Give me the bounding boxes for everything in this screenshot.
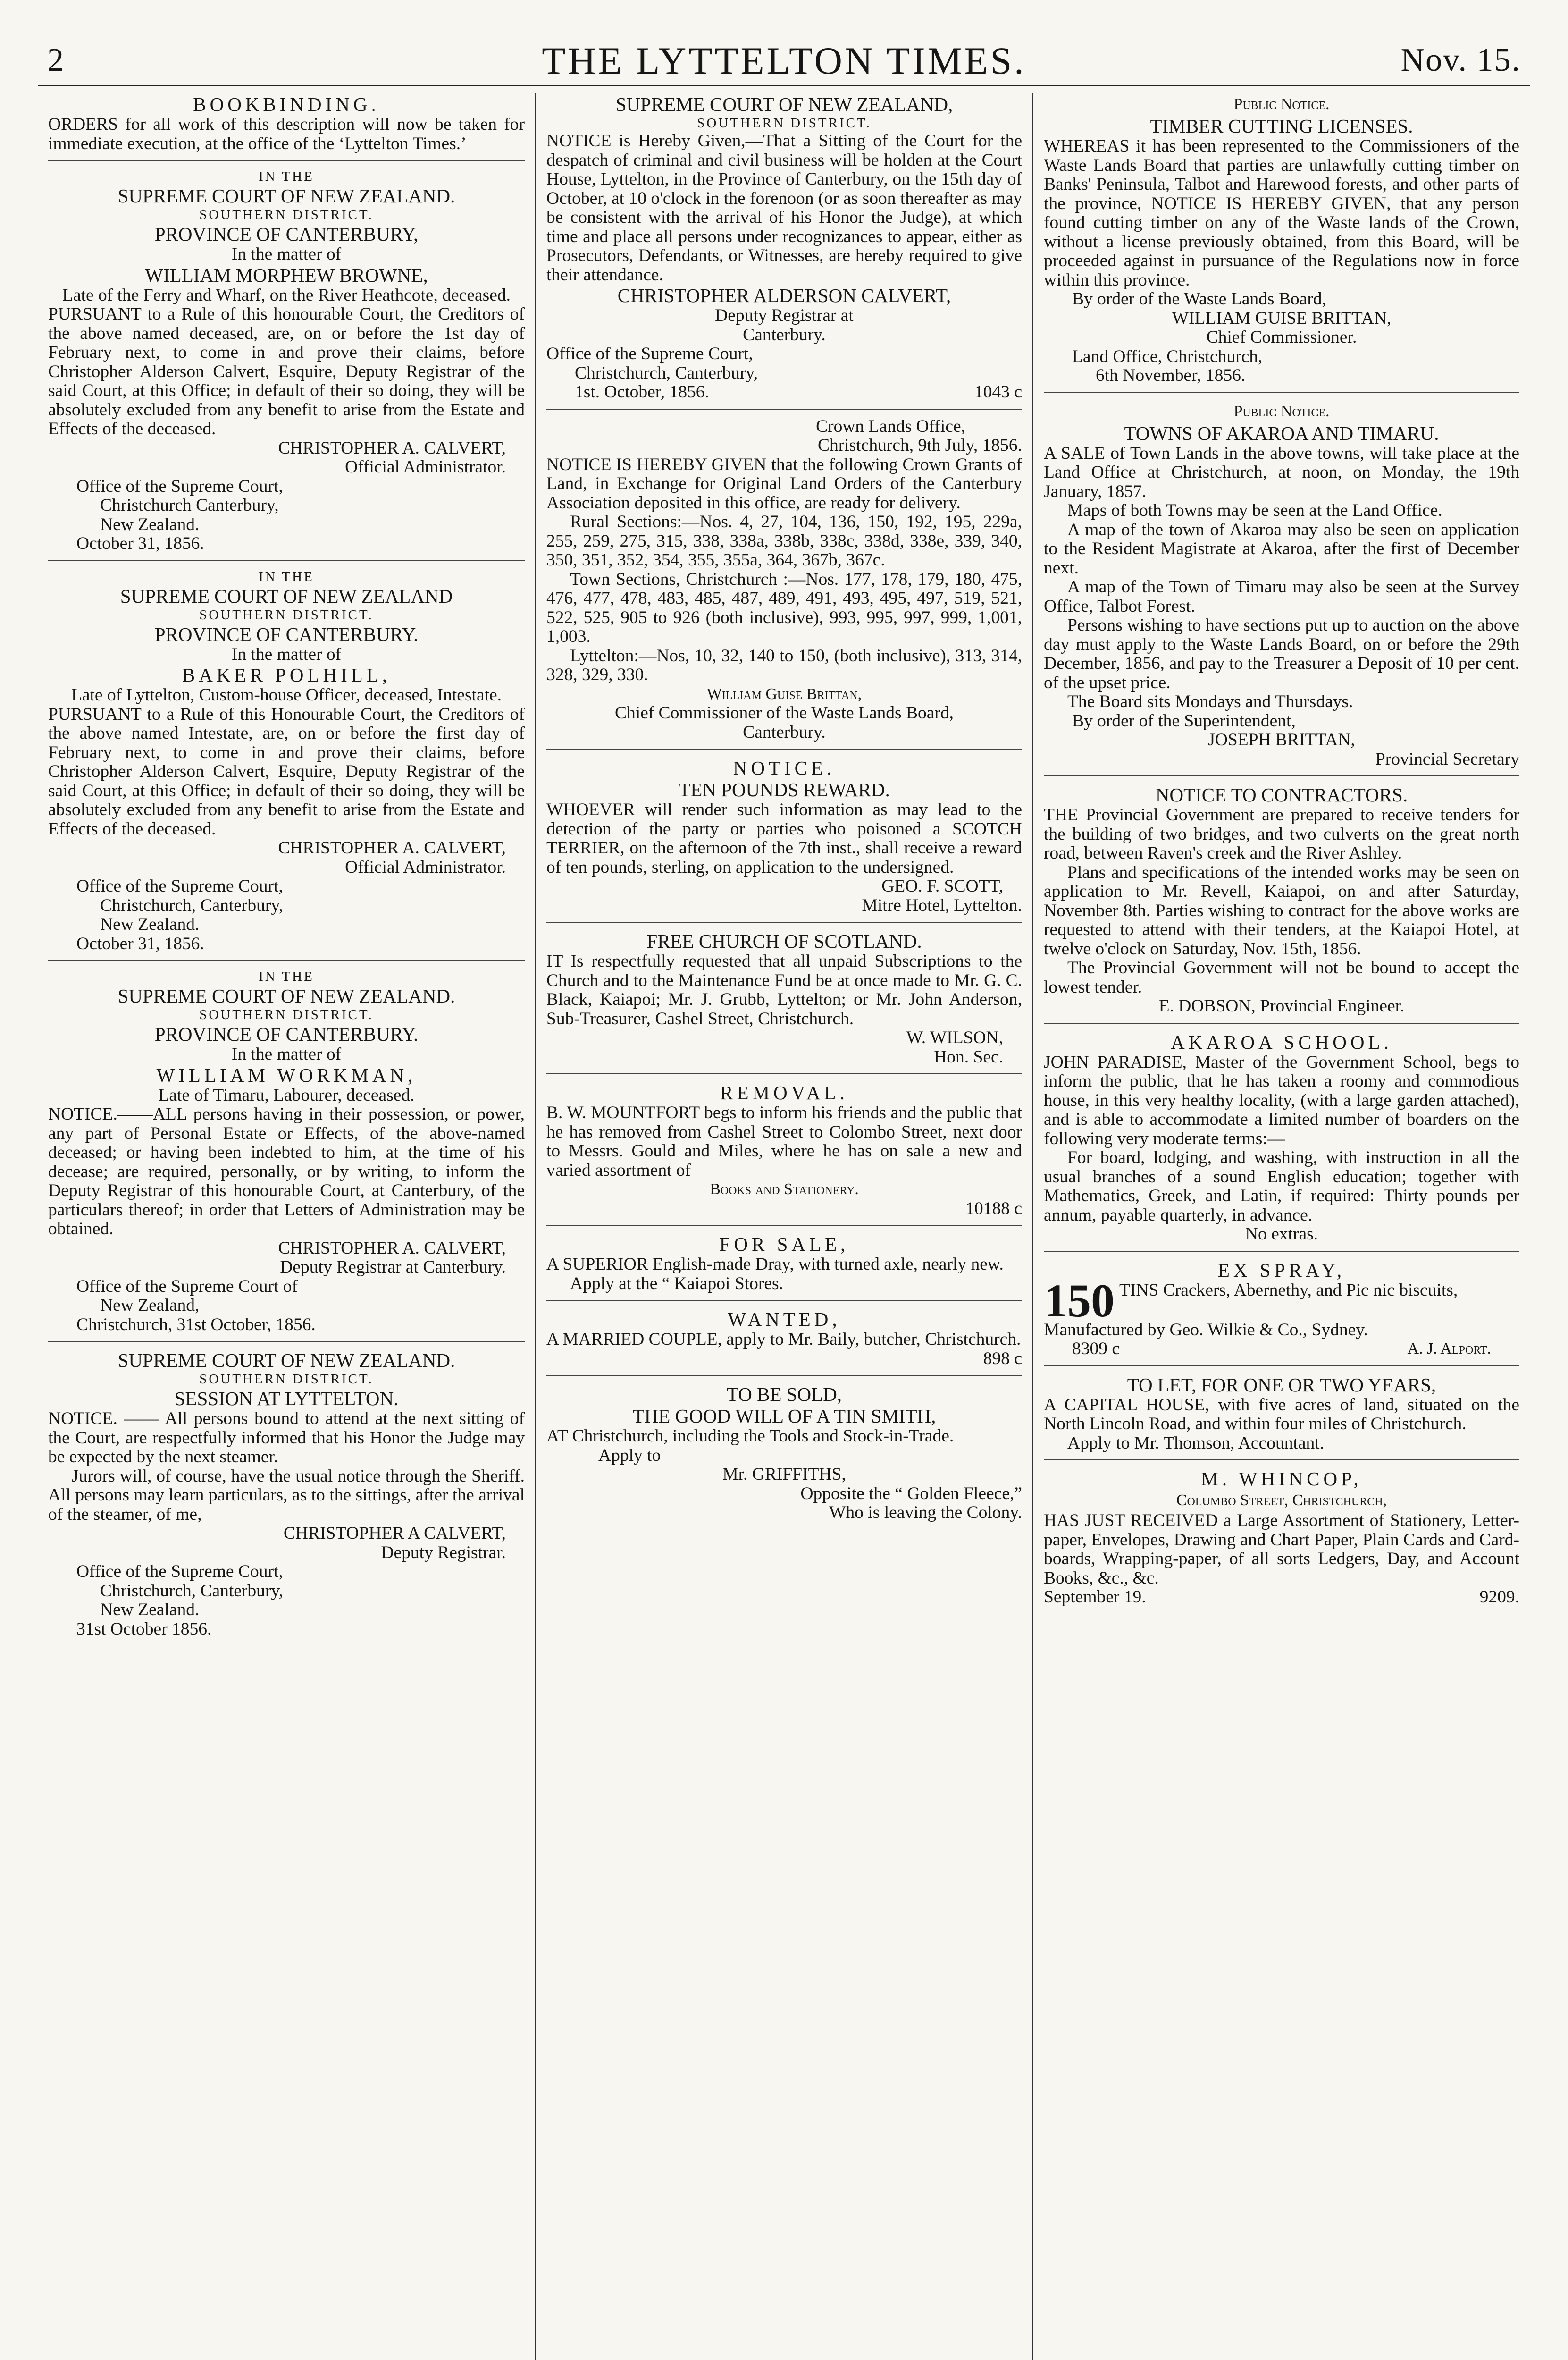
signature-title: Canterbury. — [743, 325, 826, 345]
place-line: Christchurch, Canterbury, — [100, 1581, 284, 1601]
signature: CHRISTOPHER A. CALVERT, — [278, 1238, 506, 1258]
ad-heading: AKAROA SCHOOL. — [1171, 1031, 1392, 1053]
ad-heading: TO LET, FOR ONE OR TWO YEARS, — [1127, 1374, 1436, 1396]
signature-title: Deputy Registrar at — [715, 306, 854, 325]
place-line: Office of the Supreme Court, — [76, 1562, 283, 1581]
ad-line: Columbo Street, Christchurch, — [1176, 1492, 1387, 1509]
ad-body: NOTICE is Hereby Given,—That a Sitting of the Court for the despatch of criminal and civil business will be holden at the Court House, Lyttelton, in the Province of Canterbury, on the 15th day of October, at 10 o'clock in the forenoon (or as soon thereafter as may be consistent with the arrival of his Honor the Judge), at which time and place all persons under recognizances to appear, either as Prosecutors, Defendants, or Witnesses, are hereby required to give their attendance. — [546, 131, 1023, 285]
ad-name: WILLIAM WORKMAN, — [156, 1064, 417, 1086]
place-line: Land Office, Christchurch, — [1072, 346, 1263, 366]
column-3 — [1032, 93, 1530, 2360]
ad-heading: EX SPRAY, — [1217, 1259, 1346, 1281]
ad-akaroa-timaru — [1044, 392, 1519, 769]
ad-line: In the matter of — [231, 244, 342, 264]
ad-line: SOUTHERN DISTRICT. — [199, 1007, 374, 1022]
ad-line: PROVINCE OF CANTERBURY. — [154, 623, 419, 645]
ad-line: SESSION AT LYTTELTON. — [174, 1388, 399, 1409]
ad-name: Mr. GRIFFITHS, — [722, 1465, 846, 1484]
place-line: New Zealand. — [100, 1600, 200, 1619]
ad-name: WILLIAM MORPHEW BROWNE, — [145, 264, 428, 286]
ad-body: ORDERS for all work of this description will now be taken for immediate execution, at the office of the ‘Lyttelton Times.’ — [48, 115, 525, 153]
ad-line: SOUTHERN DISTRICT. — [199, 207, 374, 222]
ad-line: IN THE — [259, 569, 314, 584]
signature: CHRISTOPHER A. CALVERT, — [278, 838, 506, 858]
ad-body: Plans and specifications of the intended works may be seen on application to Mr. Revell, Kaiapoi, on and after Saturday, November 8th. Parties wishing to contract for the above works are requested to attend with their tenders, at the Kaiapoi Hotel, at twelve o'clock on Saturday, Nov. 15th, 1856. — [1044, 862, 1519, 959]
place-line: Office of the Supreme Court of — [76, 1276, 298, 1296]
date-line: 6th November, 1856. — [1096, 366, 1246, 385]
ad-body: Apply at the “ Kaiapoi Stores. — [570, 1273, 783, 1293]
date-line: Christchurch, 31st October, 1856. — [76, 1315, 316, 1334]
ad-footer — [1044, 1340, 1519, 1359]
ad-body: THE Provincial Government are prepared to receive tenders for the building of two bridges, and two culverts on the great north road, between Raven's creek and the River Ashley. — [1044, 805, 1519, 863]
signature: E. DOBSON, Provincial Engineer. — [1158, 996, 1405, 1016]
date: 1st. October, 1856. — [575, 382, 709, 402]
ad-free-church — [546, 922, 1022, 1067]
ad-line: Public Notice. — [1233, 402, 1330, 420]
ad-body: PURSUANT to a Rule of this honourable Court, the Creditors of the above named deceased, are, on or before the 1st day of February next, to come in and prove their claims, before Christopher Alderson Calvert, Esquire, Deputy Registrar of the said Court, at this Office; in default of their so doing, they will be absolutely excluded from any benefit to arise from the Estate and Effects of the deceased. — [48, 304, 525, 438]
ad-line: SOUTHERN DISTRICT. — [199, 1372, 374, 1387]
ad-body: Manufactured by Geo. Wilkie & Co., Sydney. — [1044, 1320, 1368, 1340]
ad-line: No extras. — [1245, 1224, 1318, 1244]
ad-whincop — [1044, 1459, 1519, 1607]
ad-heading: FOR SALE, — [719, 1233, 849, 1255]
ad-lead — [1044, 1274, 1519, 1327]
date: September 19. — [1044, 1587, 1146, 1607]
ad-contractors — [1044, 775, 1519, 1016]
ad-line: Crown Lands Office, — [816, 416, 965, 436]
ad-body: Maps of both Towns may be seen at the Land Office. — [1067, 501, 1442, 520]
signature-title: Canterbury. — [743, 722, 826, 742]
ad-line: Who is leaving the Colony. — [829, 1503, 1022, 1522]
ad-name: BAKER POLHILL, — [182, 664, 391, 686]
ad-reference: 8309 c — [1072, 1339, 1120, 1358]
ad-heading: BOOKBINDING. — [193, 93, 380, 115]
ad-heading: SUPREME COURT OF NEW ZEALAND. — [117, 185, 455, 207]
place-line: Office of the Supreme Court, — [546, 344, 753, 363]
ad-tin-smith — [546, 1375, 1022, 1523]
place-line: Office of the Supreme Court, — [76, 877, 283, 896]
ad-footer — [1044, 1588, 1519, 1607]
ad-body: IT Is respectfully requested that all unpaid Subscriptions to the Church and to the Maintenance Fund be at once made to Mr. G. C. Black, Kaiapoi; Mr. J. Grubb, Lyttelton; or Mr. John Anderson, Sub-Treasurer, Cashel Street, Christchurch. — [546, 952, 1022, 1028]
ad-body: A map of the Town of Timaru may also be seen at the Survey Office, Talbot Forest. — [1044, 577, 1519, 616]
ad-reference: 1043 c — [974, 382, 1022, 402]
ad-body: JOHN PARADISE, Master of the Government School, begs to inform the public, that he has taken a roomy and commodious house, in this very healthy locality, (with a large garden attached), and is able to accommodate a limited number of boarders on the following very moderate terms:— — [1044, 1052, 1519, 1148]
ad-heading: TIMBER CUTTING LICENSES. — [1150, 115, 1413, 137]
ad-body: Persons wishing to have sections put up to auction on the above day must apply to the Waste Lands Board, on or before the 29th December, 1856, and pay to the Treasurer a Deposit of 10 per cent. of the upset price. — [1044, 615, 1519, 692]
ad-line: IN THE — [259, 169, 314, 184]
signature: CHRISTOPHER ALDERSON CALVERT, — [617, 285, 951, 306]
ad-body: The Provincial Government will not be bound to accept the lowest tender. — [1044, 958, 1519, 997]
ad-workman-estate — [48, 960, 525, 1334]
ad-for-sale — [546, 1225, 1022, 1293]
place-line: Christchurch, Canterbury, — [575, 363, 758, 383]
ad-body: Jurors will, of course, have the usual notice through the Sheriff. All persons may learn particulars, as to the sittings, after the arrival of the steamer, of me, — [48, 1466, 525, 1524]
column-2 — [535, 93, 1032, 2360]
ad-heading: WANTED, — [728, 1308, 841, 1330]
ad-body: A MARRIED COUPLE, apply to Mr. Baily, butcher, Christchurch. — [546, 1330, 1021, 1349]
ad-removal — [546, 1073, 1022, 1218]
ad-heading: SUPREME COURT OF NEW ZEALAND, — [615, 93, 953, 115]
signature: GEO. F. SCOTT, — [881, 877, 1003, 896]
signature-title: Deputy Registrar. — [381, 1542, 506, 1562]
ad-line: IN THE — [259, 969, 314, 984]
place-line: Office of the Supreme Court, — [76, 476, 283, 496]
page-number: 2 — [47, 42, 64, 78]
signature-title: Official Administrator. — [345, 857, 506, 877]
place-line: Christchurch Canterbury, — [100, 496, 279, 515]
columns — [38, 93, 1530, 2360]
signature: CHRISTOPHER A. CALVERT, — [278, 438, 506, 458]
ad-session-lyttelton — [48, 1341, 525, 1639]
ad-body: HAS JUST RECEIVED a Large Assortment of Stationery, Letter-paper, Envelopes, Drawing and Chart Paper, Plain Cards and Card-boards, Wrapping-paper, of all sorts Ledgers, Day, and Account Books, &c., &c. — [1044, 1511, 1519, 1588]
ad-line: By order of the Superintendent, — [1072, 711, 1296, 731]
masthead — [38, 23, 1530, 86]
ad-body: Apply to Mr. Thomson, Accountant. — [1067, 1433, 1325, 1453]
place-line: New Zealand. — [100, 915, 200, 934]
signature-title: Mitre Hotel, Lyttelton. — [862, 895, 1022, 915]
ad-body: TINS Crackers, Abernethy, and Pic nic biscuits, — [1119, 1280, 1458, 1300]
ad-bookbinding — [48, 93, 525, 153]
ad-heading: REMOVAL. — [720, 1082, 848, 1104]
ad-line: Christchurch, 9th July, 1856. — [818, 436, 1022, 455]
ad-body: NOTICE IS HEREBY GIVEN that the following Crown Grants of Land, in Exchange for Original Land Orders of the Canterbury Association deposited in this office, are ready for delivery. — [546, 455, 1022, 513]
ad-heading: FREE CHURCH OF SCOTLAND. — [646, 930, 922, 952]
place-line: Christchurch, Canterbury, — [100, 895, 284, 915]
ad-body: A SALE of Town Lands in the above towns, will take place at the Land Office at Christchurch, at noon, on Monday, the 19th January, 1857. — [1044, 443, 1519, 501]
ad-polhill-estate — [48, 560, 525, 954]
issue-date: Nov. 15. — [1400, 42, 1521, 78]
signature: CHRISTOPHER A CALVERT, — [283, 1524, 506, 1543]
ad-timber-licenses — [1044, 93, 1519, 386]
ad-body: A map of the town of Akaroa may also be seen on application to the Resident Magistrate at Akaroa, after the first of December next. — [1044, 520, 1519, 578]
rural-sections: Rural Sections:—Nos. 4, 27, 104, 136, 150, 192, 195, 229a, 255, 259, 275, 315, 338, 338a, 338b, 338c, 338d, 338e, 339, 340, 350, 351, 352, 354, 355, 355a, 364, 367b, 367c. — [546, 512, 1022, 570]
ad-quantity: 150 — [1044, 1274, 1115, 1327]
ad-heading: SUPREME COURT OF NEW ZEALAND — [120, 585, 453, 607]
ad-body: NOTICE.——ALL persons having in their possession, or power, any part of Personal Estate or Effects, of the above-named deceased; or having been indebted to him, at the time of his decease; are required, personally, or by writing, to inform the Deputy Registrar of this honourable Court, at Canterbury, of the particulars thereof; in order that Letters of Administration may be obtained. — [48, 1104, 525, 1239]
ad-line: In the matter of — [231, 644, 342, 664]
ad-body: B. W. MOUNTFORT begs to inform his friends and the public that he has removed from Cashel Street to Colombo Street, next door to Messrs. Gould and Miles, where he has on sale a new and varied assortment of — [546, 1103, 1022, 1180]
date-line: 31st October 1856. — [76, 1619, 212, 1639]
ad-ex-spray — [1044, 1251, 1519, 1359]
ad-heading: SUPREME COURT OF NEW ZEALAND. — [117, 1349, 455, 1371]
signature-title: Deputy Registrar at Canterbury. — [280, 1257, 506, 1277]
ad-line: Late of Timaru, Labourer, deceased. — [158, 1085, 415, 1105]
ad-line: Apply to — [598, 1445, 661, 1465]
ad-line: Late of Lyttelton, Custom-house Officer, deceased, Intestate. — [71, 685, 502, 705]
ad-reference: 9209. — [1479, 1587, 1519, 1607]
signature-title: Hon. Sec. — [934, 1047, 1003, 1067]
ad-reference: 898 c — [983, 1349, 1022, 1368]
ad-body: WHOEVER will render such information as may lead to the detection of the party or parties who poisoned a SCOTCH TERRIER, on the afternoon of the 7th inst., shall receive a reward of ten pounds, sterling, on application to the undersigned. — [546, 800, 1022, 877]
ad-crown-grants — [546, 409, 1022, 742]
ad-heading: TO BE SOLD, — [726, 1383, 842, 1405]
ad-line: SOUTHERN DISTRICT. — [199, 607, 374, 623]
ad-akaroa-school — [1044, 1023, 1519, 1244]
ad-line: THE GOOD WILL OF A TIN SMITH, — [632, 1405, 936, 1427]
date-line — [546, 383, 1022, 402]
newspaper-title: THE LYTTELTON TIMES. — [542, 39, 1026, 82]
ad-heading: SUPREME COURT OF NEW ZEALAND. — [117, 985, 455, 1007]
signature-title: Chief Commissioner of the Waste Lands Board, — [614, 703, 954, 723]
ad-line: By order of the Waste Lands Board, — [1072, 289, 1326, 309]
ad-heading: NOTICE TO CONTRACTORS. — [1155, 784, 1408, 806]
ad-reference: 10188 c — [965, 1198, 1022, 1218]
ad-body: The Board sits Mondays and Thursdays. — [1067, 692, 1353, 711]
place-line: New Zealand, — [100, 1296, 200, 1315]
lyttelton-sections: Lyttelton:—Nos, 10, 32, 140 to 150, (both inclusive), 313, 314, 328, 329, 330. — [546, 646, 1022, 684]
signature: WILLIAM GUISE BRITTAN, — [1172, 308, 1392, 328]
ad-reward — [546, 749, 1022, 915]
signature: William Guise Brittan, — [706, 685, 862, 703]
place-line: New Zealand. — [100, 514, 200, 534]
ad-body: NOTICE. —— All persons bound to attend at the next sitting of the Court, are respectfully informed that his Honor the Judge may be expected by the next steamer. — [48, 1409, 525, 1467]
ad-heading: M. WHINCOP, — [1201, 1468, 1362, 1490]
signature: W. WILSON, — [906, 1028, 1003, 1047]
ad-body: WHEREAS it has been represented to the Commissioners of the Waste Lands Board that parties are unlawfully cutting timber on Banks' Peninsula, Talbot and Harewood forests, and other parts of the province, NOTICE IS HEREBY GIVEN, that any person found cutting timber on any of the Waste lands of the Crown, without a license previously obtained, from this Board, will be proceeded against in pursuance of the Regulations now in force within this province. — [1044, 136, 1519, 290]
town-sections: Town Sections, Christchurch :—Nos. 177, 178, 179, 180, 475, 476, 477, 478, 483, 485, 487, 489, 491, 493, 495, 497, 519, 521, 522, 525, 905 to 926 (both inclusive), 993, 995, 997, 999, 1,001, 1,003. — [546, 569, 1022, 646]
ad-heading: NOTICE. — [733, 757, 836, 779]
ad-browne-estate — [48, 160, 525, 554]
ad-line: In the matter of — [231, 1045, 342, 1064]
ad-body: PURSUANT to a Rule of this Honourable Court, the Creditors of the above named Intestate, are, on or before the first day of February next, to come in and prove their claims, before Christopher Alderson Calvert, Esquire, Deputy Registrar of the said Court, at this Office; in default of their so doing, they will be absolutely excluded from any benefit to arise from the Estate and Effects of the deceased. — [48, 704, 525, 839]
ad-heading: TOWNS OF AKAROA AND TIMARU. — [1124, 422, 1439, 444]
ad-body: A SUPERIOR English-made Dray, with turned axle, nearly new. — [546, 1255, 1004, 1274]
ad-line: Late of the Ferry and Wharf, on the River Heathcote, deceased. — [62, 285, 511, 305]
ad-line: Public Notice. — [1233, 95, 1330, 113]
ad-line: PROVINCE OF CANTERBURY, — [154, 223, 419, 245]
signature: A. J. Alport. — [1407, 1340, 1491, 1357]
ad-line: Opposite the “ Golden Fleece,” — [800, 1483, 1022, 1503]
ad-goods: Books and Stationery. — [710, 1180, 859, 1198]
signature-title: Provincial Secretary — [1375, 749, 1519, 769]
signature-title: Official Administrator. — [345, 457, 506, 477]
ad-line: TEN POUNDS REWARD. — [679, 779, 890, 801]
signature: JOSEPH BRITTAN, — [1208, 730, 1355, 750]
ad-line: SOUTHERN DISTRICT. — [697, 116, 872, 131]
ad-court-sitting — [546, 93, 1022, 402]
ad-body: A CAPITAL HOUSE, with five acres of land, situated on the North Lincoln Road, and within four miles of Christchurch. — [1044, 1395, 1519, 1433]
ad-body: For board, lodging, and washing, with instruction in all the usual branches of a sound English education; together with Mathematics, Greek, and Latin, if required: Thirty pounds per annum, payable quarterly, in advance. — [1044, 1148, 1519, 1225]
ad-wanted — [546, 1300, 1022, 1368]
ad-body: AT Christchurch, including the Tools and Stock-in-Trade. — [546, 1426, 954, 1446]
ad-to-let — [1044, 1365, 1519, 1453]
date-line: October 31, 1856. — [76, 934, 204, 953]
column-1 — [38, 93, 535, 2360]
date-line: October 31, 1856. — [76, 534, 204, 553]
signature-title: Chief Commissioner. — [1206, 328, 1357, 347]
ad-line: PROVINCE OF CANTERBURY. — [154, 1023, 419, 1045]
